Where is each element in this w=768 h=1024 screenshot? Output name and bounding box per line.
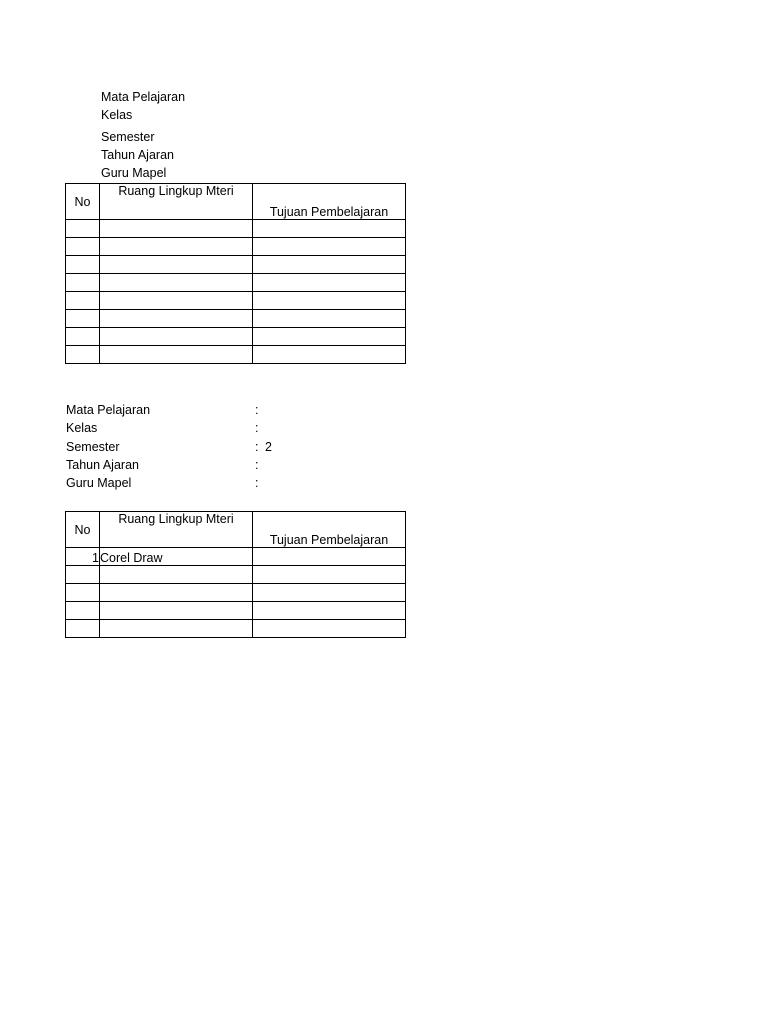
table-row	[66, 602, 406, 620]
s2-header-no: No	[66, 512, 100, 548]
s2-colon-semester: :	[255, 440, 259, 454]
cell-no[interactable]	[66, 328, 100, 346]
table-row	[66, 328, 406, 346]
cell-tujuan[interactable]	[253, 220, 406, 238]
s1-label-semester: Semester	[101, 130, 155, 144]
cell-tujuan[interactable]	[253, 620, 406, 638]
cell-no[interactable]	[66, 602, 100, 620]
s1-label-mata-pelajaran: Mata Pelajaran	[101, 90, 186, 104]
s2-header-tujuan: Tujuan Pembelajaran	[253, 512, 406, 548]
s2-table	[65, 511, 406, 638]
cell-ruang-lingkup[interactable]	[100, 566, 253, 584]
cell-ruang-lingkup[interactable]	[100, 346, 253, 364]
s1-table-header	[66, 184, 406, 220]
cell-tujuan[interactable]	[253, 274, 406, 292]
table-row	[66, 620, 406, 638]
s2-label-tahun-ajaran: Tahun Ajaran	[66, 458, 139, 472]
table-row	[66, 310, 406, 328]
table-row	[66, 566, 406, 584]
table-row	[66, 238, 406, 256]
cell-no[interactable]: 1	[66, 548, 100, 566]
cell-ruang-lingkup[interactable]: Corel Draw	[100, 548, 253, 566]
s1-label-tahun-ajaran: Tahun Ajaran	[101, 148, 174, 162]
cell-ruang-lingkup[interactable]	[100, 292, 253, 310]
s1-label-kelas: Kelas	[101, 108, 133, 122]
cell-tujuan[interactable]	[253, 310, 406, 328]
cell-ruang-lingkup[interactable]	[100, 620, 253, 638]
cell-no[interactable]	[66, 620, 100, 638]
table-row	[66, 292, 406, 310]
cell-ruang-lingkup[interactable]	[100, 256, 253, 274]
s2-label-semester: Semester	[66, 440, 120, 454]
s2-value-semester: 2	[265, 440, 272, 454]
table-row	[66, 548, 406, 566]
cell-no[interactable]	[66, 346, 100, 364]
cell-ruang-lingkup[interactable]	[100, 238, 253, 256]
s1-header-no: No	[66, 184, 100, 220]
cell-ruang-lingkup[interactable]	[100, 220, 253, 238]
s1-header-tujuan: Tujuan Pembelajaran	[253, 184, 406, 220]
table-row	[66, 220, 406, 238]
cell-tujuan[interactable]	[253, 346, 406, 364]
cell-no[interactable]	[66, 220, 100, 238]
cell-tujuan[interactable]	[253, 602, 406, 620]
s2-table-header	[66, 512, 406, 548]
cell-no[interactable]	[66, 566, 100, 584]
s1-label-guru-mapel: Guru Mapel	[101, 166, 167, 180]
cell-no[interactable]	[66, 584, 100, 602]
cell-ruang-lingkup[interactable]	[100, 274, 253, 292]
cell-tujuan[interactable]	[253, 328, 406, 346]
s2-header-ruang-lingkup: Ruang Lingkup Mteri	[100, 512, 253, 548]
cell-ruang-lingkup[interactable]	[100, 310, 253, 328]
s2-colon-kelas: :	[255, 421, 259, 435]
cell-ruang-lingkup[interactable]	[100, 328, 253, 346]
s1-table	[65, 183, 406, 364]
s2-label-kelas: Kelas	[66, 421, 98, 435]
cell-tujuan[interactable]	[253, 566, 406, 584]
s2-colon-mata-pelajaran: :	[255, 403, 259, 417]
cell-tujuan[interactable]	[253, 256, 406, 274]
cell-tujuan[interactable]	[253, 548, 406, 566]
table-row	[66, 346, 406, 364]
cell-ruang-lingkup[interactable]	[100, 602, 253, 620]
table-row	[66, 256, 406, 274]
cell-no[interactable]	[66, 310, 100, 328]
s2-colon-guru-mapel: :	[255, 476, 259, 490]
cell-no[interactable]	[66, 238, 100, 256]
cell-no[interactable]	[66, 274, 100, 292]
cell-tujuan[interactable]	[253, 238, 406, 256]
cell-tujuan[interactable]	[253, 584, 406, 602]
cell-tujuan[interactable]	[253, 292, 406, 310]
cell-ruang-lingkup[interactable]	[100, 584, 253, 602]
table-row	[66, 274, 406, 292]
s1-header-ruang-lingkup: Ruang Lingkup Mteri	[100, 184, 253, 220]
table-row	[66, 584, 406, 602]
s2-label-mata-pelajaran: Mata Pelajaran	[66, 403, 151, 417]
s2-colon-tahun-ajaran: :	[255, 458, 259, 472]
cell-no[interactable]	[66, 256, 100, 274]
cell-no[interactable]	[66, 292, 100, 310]
s2-label-guru-mapel: Guru Mapel	[66, 476, 132, 490]
